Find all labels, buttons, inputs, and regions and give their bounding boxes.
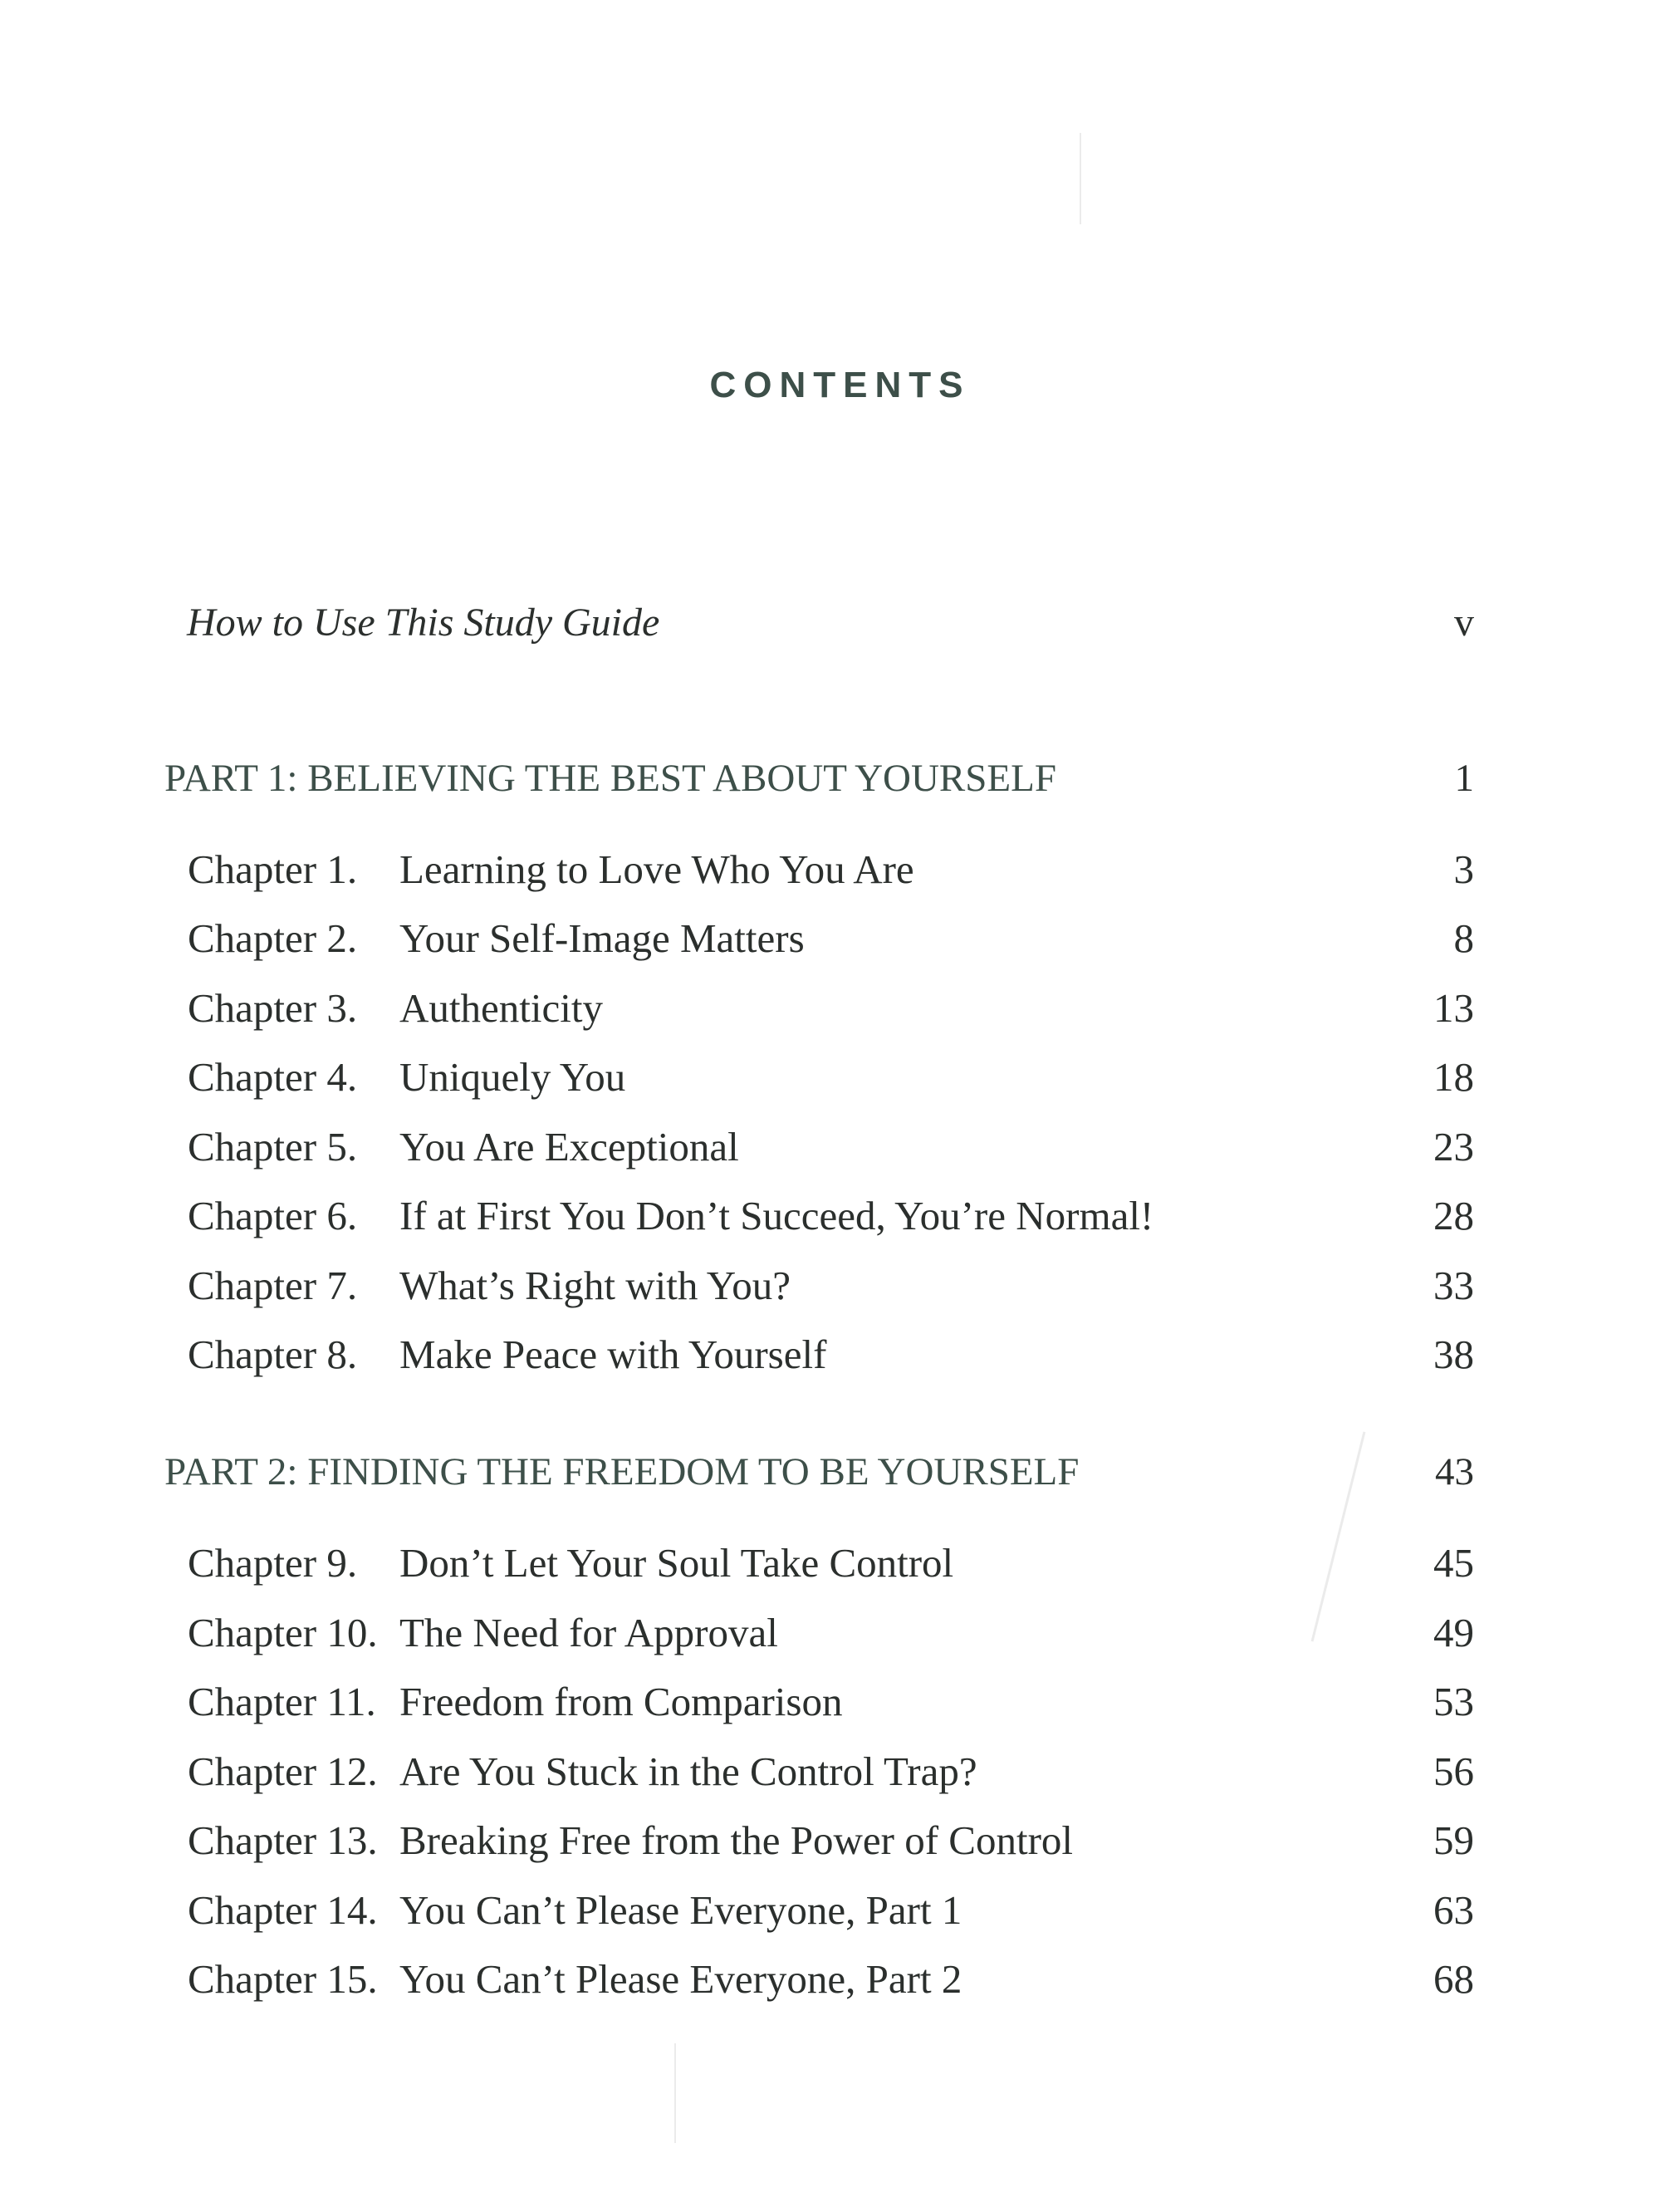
chapter-number: Chapter 2.	[188, 915, 358, 961]
toc-chapter-10[interactable]	[188, 1607, 1474, 1659]
chapter-number: Chapter 8.	[188, 1331, 358, 1377]
chapter-page: 68	[1433, 1956, 1474, 2002]
chapter-title: Uniquely You	[399, 1054, 626, 1100]
chapter-title: Are You Stuck in the Control Trap?	[399, 1748, 977, 1794]
chapter-number: Chapter 10.	[188, 1610, 378, 1655]
chapter-title: What’s Right with You?	[399, 1263, 791, 1308]
chapter-page: 33	[1433, 1263, 1474, 1308]
toc-chapter-11[interactable]	[188, 1676, 1474, 1728]
toc-chapter-12[interactable]	[188, 1746, 1474, 1797]
scan-artifact	[674, 2043, 676, 2143]
scan-artifact	[1080, 133, 1081, 224]
toc-chapter-3[interactable]	[188, 983, 1474, 1034]
chapter-title: You Can’t Please Everyone, Part 1	[399, 1887, 962, 1933]
chapter-page: 18	[1433, 1054, 1474, 1100]
toc-chapter-8[interactable]	[188, 1329, 1474, 1380]
part-page: 43	[1435, 1450, 1474, 1493]
part-heading-1[interactable]	[164, 753, 1474, 803]
chapter-title: Your Self-Image Matters	[399, 915, 805, 961]
chapter-number: Chapter 5.	[188, 1124, 358, 1170]
chapter-page: 63	[1433, 1887, 1474, 1933]
chapter-number: Chapter 15.	[188, 1956, 378, 2002]
toc-chapter-6[interactable]	[188, 1190, 1474, 1242]
chapter-page: 38	[1433, 1331, 1474, 1377]
chapter-page: 8	[1453, 915, 1474, 961]
part-heading-2[interactable]	[164, 1447, 1474, 1497]
toc-chapter-9[interactable]	[188, 1537, 1474, 1589]
toc-chapter-15[interactable]	[188, 1954, 1474, 2005]
chapter-number: Chapter 1.	[188, 846, 358, 892]
toc-chapter-4[interactable]	[188, 1052, 1474, 1103]
part-title: PART 1: BELIEVING THE BEST ABOUT YOURSELF	[164, 757, 1056, 800]
chapter-page: 59	[1433, 1817, 1474, 1863]
chapter-title: Learning to Love Who You Are	[399, 846, 914, 892]
toc-entry-page: v	[1454, 601, 1474, 645]
chapter-number: Chapter 13.	[188, 1817, 378, 1863]
chapter-title: You Can’t Please Everyone, Part 2	[399, 1956, 962, 2002]
toc-chapter-13[interactable]	[188, 1815, 1474, 1866]
chapter-page: 23	[1433, 1124, 1474, 1170]
chapter-page: 3	[1453, 846, 1474, 892]
toc-chapter-5[interactable]	[188, 1121, 1474, 1173]
page-title: CONTENTS	[709, 365, 971, 405]
part-page: 1	[1454, 757, 1474, 800]
chapter-number: Chapter 12.	[188, 1748, 378, 1794]
toc-chapter-7[interactable]	[188, 1260, 1474, 1312]
chapter-page: 45	[1433, 1540, 1474, 1586]
chapter-number: Chapter 7.	[188, 1263, 358, 1308]
toc-chapter-2[interactable]	[188, 913, 1474, 964]
chapter-title: Breaking Free from the Power of Control	[399, 1817, 1074, 1863]
chapter-title: If at First You Don’t Succeed, You’re Normal!	[399, 1193, 1154, 1238]
chapter-title: Authenticity	[399, 985, 603, 1031]
chapter-title: You Are Exceptional	[399, 1124, 739, 1170]
toc-entry-title: How to Use This Study Guide	[187, 601, 660, 645]
part-title: PART 2: FINDING THE FREEDOM TO BE YOURSELF	[164, 1450, 1080, 1493]
chapter-title: Don’t Let Your Soul Take Control	[399, 1540, 954, 1586]
chapter-page: 53	[1433, 1679, 1474, 1724]
toc-chapter-14[interactable]	[188, 1885, 1474, 1936]
chapter-number: Chapter 6.	[188, 1193, 358, 1238]
chapter-number: Chapter 9.	[188, 1540, 358, 1586]
toc-chapter-1[interactable]	[188, 844, 1474, 895]
chapter-page: 49	[1433, 1610, 1474, 1655]
chapter-title: Make Peace with Yourself	[399, 1331, 827, 1377]
chapter-title: Freedom from Comparison	[399, 1679, 843, 1724]
chapter-number: Chapter 3.	[188, 985, 358, 1031]
toc-entry-intro[interactable]	[187, 598, 1474, 648]
chapter-page: 56	[1433, 1748, 1474, 1794]
chapter-title: The Need for Approval	[399, 1610, 778, 1655]
chapter-page: 28	[1433, 1193, 1474, 1238]
chapter-page: 13	[1433, 985, 1474, 1031]
chapter-number: Chapter 4.	[188, 1054, 358, 1100]
chapter-number: Chapter 14.	[188, 1887, 378, 1933]
chapter-number: Chapter 11.	[188, 1679, 376, 1724]
